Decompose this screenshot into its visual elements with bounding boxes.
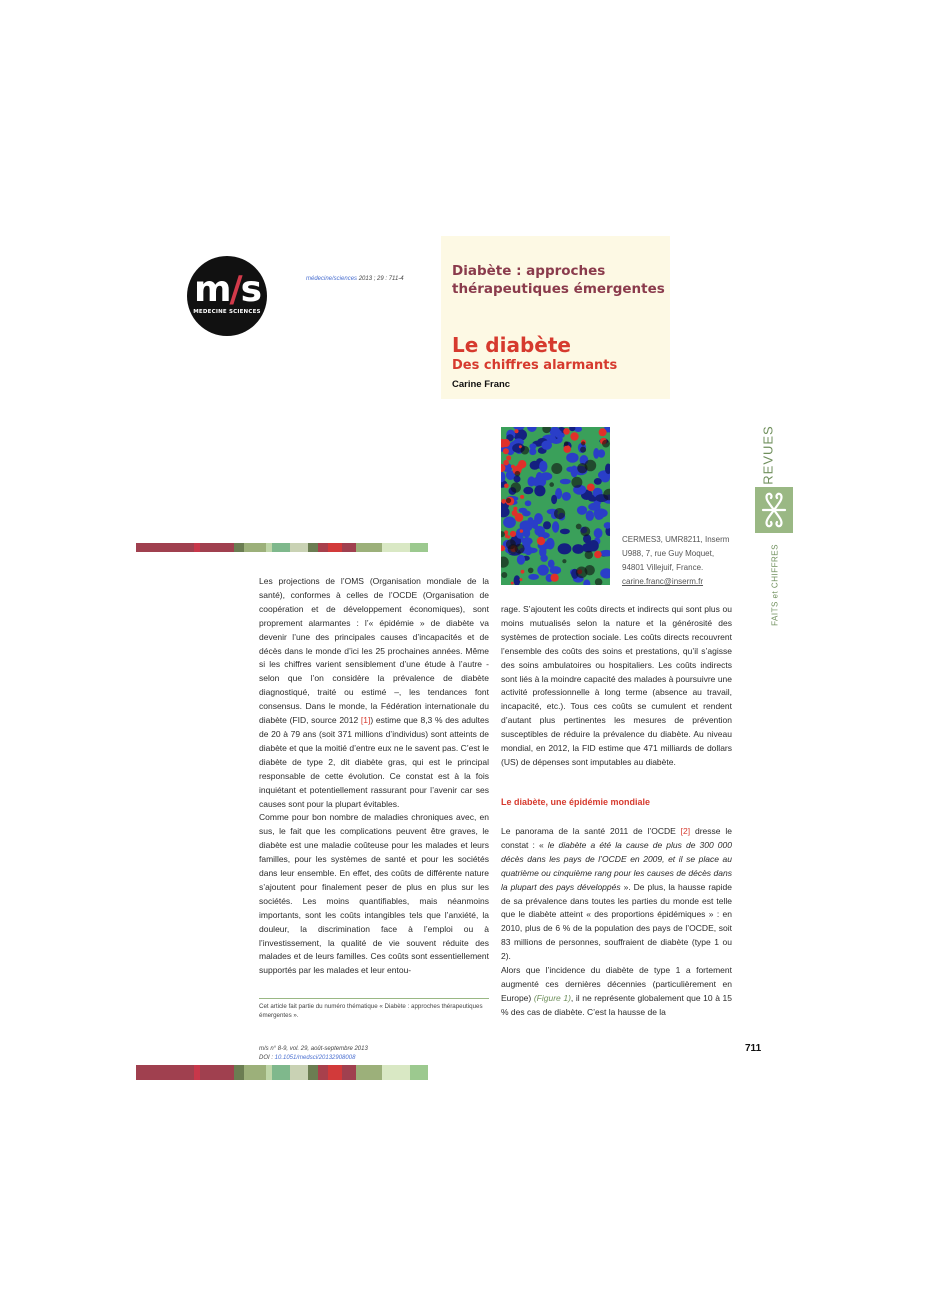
body-paragraph: Les projections de l’OMS (Organisation mondiale de la santé), conformes à celles de l’OCDE (Organisation de coopération et de développement économiques), sont proprement alarmantes : l’« épidémie » de diabète va devenir l’une des principales causes d’incapacités et de décès dans le monde d’ici les 25 prochaines années. Même si les chiffres varient sensiblement d’une étude à l’autre - selon que l’on considère la prévalence de diabète diagnostiqué, traité ou estimé –, les tendances font consensus. Dans le monde, la Fédération internationale du diabète (FID, source 2012 [1]) estime que 8,3 % des adultes de 20 à 79 ans (soit 371 millions d’individus) sont atteints de diabète et que la moitié d’entre eux ne le savent pas. C’est le diabète de type 2, dit diabète gras, qui est le principal responsable de cette évolution. Ce constat est à la fois inquiétant et potentiellement rassurant pour l’avenir car ses causes sont pour la plupart évitables.	[259, 576, 489, 809]
article-subtitle: Des chiffres alarmants	[452, 358, 618, 373]
color-bar-segment	[244, 1065, 266, 1080]
logo-subtitle: MEDECINE SCIENCES	[193, 309, 261, 315]
doi-line: DOI : 10.1051/medsci/20132908008	[259, 1055, 356, 1061]
color-bar-segment	[328, 543, 342, 552]
body-column-right-lower	[501, 825, 732, 1020]
color-bar-segment	[356, 543, 382, 552]
color-bar-segment	[272, 543, 290, 552]
color-bar-segment	[136, 543, 166, 552]
page-number: 711	[745, 1043, 762, 1054]
page-footer	[259, 1045, 368, 1063]
color-bar-segment	[308, 1065, 318, 1080]
journal-citation: médecine/sciences 2013 ; 29 : 711-4	[306, 276, 404, 282]
color-bar-segment	[318, 1065, 328, 1080]
decorative-color-bar	[136, 543, 428, 552]
color-bar-segment	[328, 1065, 342, 1080]
color-bar-segment	[410, 1065, 428, 1080]
color-bar-segment	[410, 543, 428, 552]
color-bar-segment	[342, 1065, 356, 1080]
logo-mark: m/s	[193, 269, 261, 310]
microscopy-cells-graphic	[501, 427, 610, 585]
reference-link[interactable]: [1]	[360, 715, 371, 726]
section-heading: Le diabète, une épidémie mondiale	[501, 797, 651, 807]
color-bar-segment	[234, 543, 244, 552]
color-bar-segment	[290, 1065, 308, 1080]
reference-link[interactable]: [2]	[680, 826, 691, 836]
figure-link[interactable]: (Figure 1)	[533, 992, 571, 1003]
microscopy-image	[501, 427, 610, 585]
body-column-right	[501, 603, 732, 770]
color-bar-segment	[290, 543, 308, 552]
color-bar-segment	[318, 543, 328, 552]
color-bar-segment	[136, 1065, 166, 1080]
affiliation-line: CERMES3, UMR8211, Inserm	[622, 535, 730, 544]
body-paragraph: Alors que l’incidence du diabète de type 1 a fortement augmenté ces dernières décennies (particulièrement en Europe) (Figure 1), il ne représente globalement que 10 à 15 % des cas de diabète. C’est la hausse de la	[501, 965, 732, 1017]
body-paragraph: Comme pour bon nombre de maladies chroniques avec, en sus, le fait que les complications peuvent être graves, le diabète est une maladie coûteuse pour les malades et leurs familles, pour les systèmes de santé et pour les sociétés dans leur ensemble. En effet, des coûts de différente nature s’ajoutent pour finalement peser de plus en plus sur les sociétés. Les moins quantifiables, mais néanmoins importants, sont les coûts intangibles tels que l’anxiété, la douleur, la discrimination face à l’emploi ou à l’investissement, la qualité de vie souvent réduite des malades et de leurs familles. Ces coûts sont essentiellement supportés par les malades et leur entou-	[259, 812, 489, 976]
affiliation-line: 94801 Villejuif, France.	[622, 563, 704, 572]
color-bar-segment	[356, 1065, 382, 1080]
color-bar-segment	[166, 1065, 194, 1080]
section-label: REVUES	[760, 425, 776, 485]
color-bar-segment	[272, 1065, 290, 1080]
color-bar-segment	[166, 543, 194, 552]
color-bar-segment	[234, 1065, 244, 1080]
body-column-left	[259, 575, 489, 978]
color-bar-segment	[342, 543, 356, 552]
color-bar-segment	[308, 543, 318, 552]
author-name: Carine Franc	[452, 379, 511, 390]
body-paragraph: rage. S’ajoutent les coûts directs et indirects qui sont plus ou moins mutualisés selon la nature et la générosité des systèmes de protection sociale. Les coûts directs recouvrent l’ensemble des coûts des soins et prestations, qu’il s’agisse des soins ambulatoires ou hospitaliers. Les coûts indirects sont liés à la moindre capacité des malades à poursuivre une activité professionnelle à long terme (absence au travail, incapacité, etc.). Tous ces coûts se cumulent et rendent d’autant plus pertinentes les mesures de prévention susceptibles de réduire la prévalence du diabète. Au niveau mondial, en 2012, la FID estime que 471 milliards de dollars (US) de dépenses sont imputables au diabète.	[501, 604, 732, 767]
color-bar-segment	[244, 543, 266, 552]
body-paragraph: Le panorama de la santé 2011 de l’OCDE [2] dresse le constat : « le diabète a été la cause de plus de 300 000 décès dans les pays de l’OCDE en 2009, et il se place au quatrième ou cinquième rang pour les causes de décès dans la plupart des pays développés ». De plus, la hausse rapide de sa prévalence dans toutes les parties du monde est telle que le diabète atteint « des proportions épidémiques » : en 2010, plus de 6 % de la population des pays de l’OCDE, soit 83 millions de personnes, souffraient de diabète (type 1 ou 2).	[501, 826, 732, 962]
title-box	[441, 236, 670, 399]
issue-info: m/s n° 8-9, vol. 29, août-septembre 2013	[259, 1046, 368, 1052]
color-bar-segment	[382, 1065, 410, 1080]
affiliation-line: U988, 7, rue Guy Moquet,	[622, 549, 715, 558]
journal-logo	[187, 256, 267, 336]
doi-link[interactable]: 10.1051/medsci/20132908008	[274, 1055, 356, 1061]
footnote: Cet article fait partie du numéro thématique « Diabète : approches thérapeutiques émergentes ».	[259, 998, 489, 1020]
subsection-label: FAITS et CHIFFRES	[770, 544, 780, 626]
color-bar-segment	[382, 543, 410, 552]
floral-ornament-icon	[755, 487, 793, 533]
author-affiliation	[622, 533, 732, 589]
thematic-title: Diabète : approches thérapeutiques émergentes	[452, 263, 665, 297]
decorative-color-bar	[136, 1065, 428, 1080]
color-bar-segment	[200, 543, 234, 552]
author-email-link[interactable]: carine.franc@inserm.fr	[622, 577, 704, 586]
article-title: Le diabète	[452, 333, 571, 357]
color-bar-segment	[200, 1065, 234, 1080]
